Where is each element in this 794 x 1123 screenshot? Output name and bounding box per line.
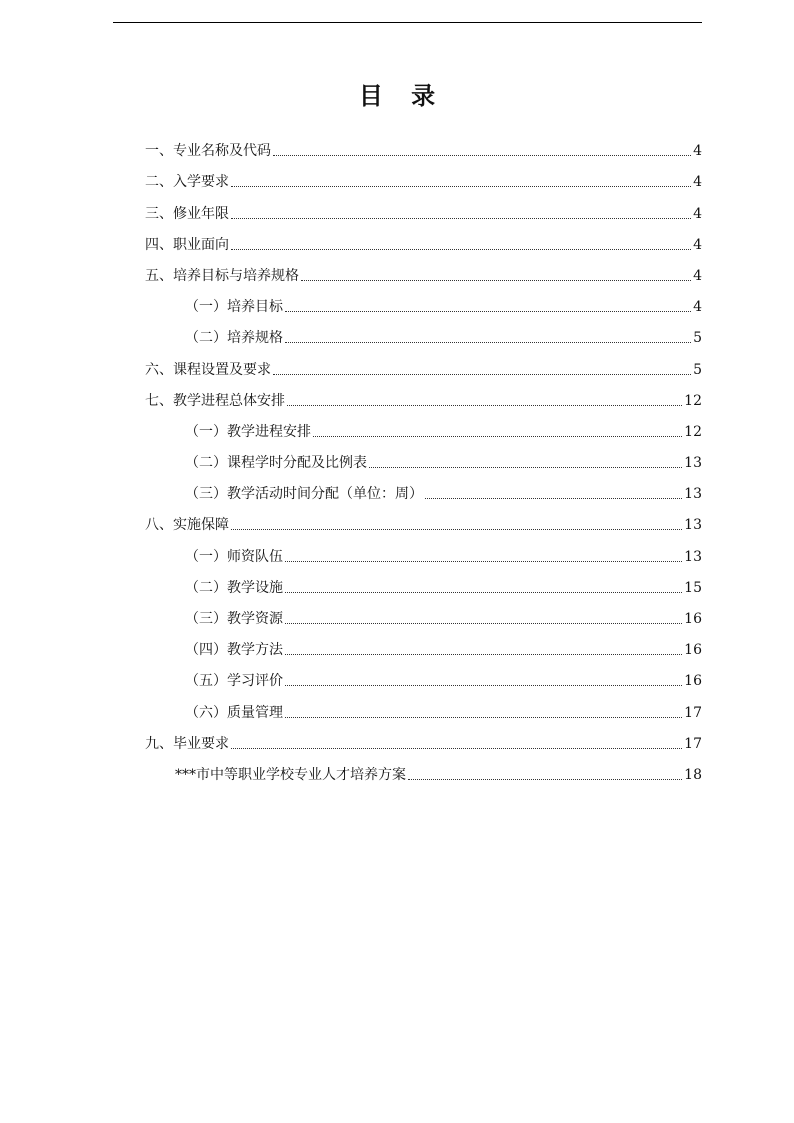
toc-entry-label: （二）课程学时分配及比例表 <box>185 455 367 472</box>
toc-entry[interactable] <box>145 755 702 786</box>
toc-dot-leader <box>285 623 682 624</box>
toc-dot-leader <box>285 561 682 562</box>
toc-dot-leader <box>273 374 691 375</box>
toc-entry-label: （四）教学方法 <box>185 642 283 659</box>
toc-dot-leader <box>425 498 682 499</box>
toc-dot-leader <box>301 280 691 281</box>
toc-entry-page-number: 13 <box>684 517 702 534</box>
toc-entry[interactable] <box>145 505 702 536</box>
toc-entry[interactable] <box>145 630 702 661</box>
toc-dot-leader <box>313 436 682 437</box>
toc-entry-label: 二、入学要求 <box>145 174 229 191</box>
toc-entry[interactable] <box>145 724 702 755</box>
toc-entry-label: （五）学习评价 <box>185 673 283 690</box>
toc-entry-page-number: 17 <box>684 704 702 721</box>
toc-entry[interactable] <box>145 443 702 474</box>
toc-dot-leader <box>285 685 682 686</box>
toc-entry-label: （一）培养目标 <box>185 299 283 316</box>
toc-entry[interactable] <box>145 193 702 224</box>
header-rule <box>113 22 702 23</box>
toc-entry-label: （二）培养规格 <box>185 330 283 347</box>
toc-entry-label: ***市中等职业学校专业人才培养方案 <box>175 766 406 783</box>
toc-entry-label: （三）教学活动时间分配（单位：周） <box>185 486 423 503</box>
toc-entry-label: 六、课程设置及要求 <box>145 361 271 378</box>
toc-entry-page-number: 16 <box>684 673 702 690</box>
toc-dot-leader <box>285 654 682 655</box>
toc-dot-leader <box>285 342 691 343</box>
toc-entry-page-number: 13 <box>684 455 702 472</box>
toc-entry-label: 五、培养目标与培养规格 <box>145 267 299 284</box>
toc-entry[interactable] <box>145 536 702 567</box>
toc-entry-page-number: 12 <box>684 392 702 409</box>
toc-entry[interactable] <box>145 131 702 162</box>
toc-entry-label: （六）质量管理 <box>185 704 283 721</box>
toc-entry-page-number: 5 <box>693 330 702 347</box>
toc-entry-page-number: 18 <box>684 766 702 783</box>
toc-dot-leader <box>231 748 682 749</box>
toc-entry-page-number: 4 <box>693 205 702 222</box>
toc-dot-leader <box>287 405 682 406</box>
toc-entry[interactable] <box>145 256 702 287</box>
toc-dot-leader <box>285 717 682 718</box>
toc-dot-leader <box>231 186 691 187</box>
toc-entry-page-number: 13 <box>684 486 702 503</box>
toc-entry-label: 一、专业名称及代码 <box>145 143 271 160</box>
toc-entry-label: 三、修业年限 <box>145 205 229 222</box>
toc-entry-label: 九、毕业要求 <box>145 735 229 752</box>
toc-entry-page-number: 16 <box>684 642 702 659</box>
toc-entry[interactable] <box>145 568 702 599</box>
toc-entry-page-number: 4 <box>693 236 702 253</box>
toc-dot-leader <box>285 592 682 593</box>
table-of-contents <box>145 131 702 786</box>
toc-entry-label: 八、实施保障 <box>145 517 229 534</box>
toc-entry[interactable] <box>145 349 702 380</box>
toc-dot-leader <box>408 779 682 780</box>
toc-entry-label: （二）教学设施 <box>185 579 283 596</box>
toc-entry-label: 四、职业面向 <box>145 236 229 253</box>
toc-dot-leader <box>369 467 682 468</box>
toc-dot-leader <box>231 529 682 530</box>
toc-entry[interactable] <box>145 381 702 412</box>
toc-dot-leader <box>231 249 691 250</box>
toc-entry[interactable] <box>145 599 702 630</box>
toc-entry[interactable] <box>145 318 702 349</box>
toc-dot-leader <box>231 218 691 219</box>
toc-entry[interactable] <box>145 474 702 505</box>
toc-entry-page-number: 12 <box>684 423 702 440</box>
toc-entry[interactable] <box>145 162 702 193</box>
toc-entry[interactable] <box>145 692 702 723</box>
toc-entry-page-number: 4 <box>693 174 702 191</box>
toc-entry-page-number: 15 <box>684 579 702 596</box>
page-title: 目 录 <box>358 82 446 110</box>
toc-entry-page-number: 4 <box>693 143 702 160</box>
toc-entry-label: 七、教学进程总体安排 <box>145 392 285 409</box>
toc-entry-page-number: 4 <box>693 267 702 284</box>
toc-entry-label: （一）师资队伍 <box>185 548 283 565</box>
toc-entry-page-number: 16 <box>684 611 702 627</box>
toc-entry-page-number: 5 <box>693 361 702 378</box>
toc-entry[interactable] <box>145 661 702 692</box>
toc-entry[interactable] <box>145 225 702 256</box>
toc-entry-page-number: 13 <box>684 548 702 565</box>
toc-dot-leader <box>285 311 691 312</box>
toc-entry[interactable] <box>145 412 702 443</box>
toc-entry-label: （三）教学资源 <box>185 611 283 627</box>
toc-entry-label: （一）教学进程安排 <box>185 423 311 440</box>
toc-dot-leader <box>273 155 691 156</box>
toc-entry-page-number: 4 <box>693 299 702 316</box>
toc-entry[interactable] <box>145 287 702 318</box>
toc-entry-page-number: 17 <box>684 735 702 752</box>
